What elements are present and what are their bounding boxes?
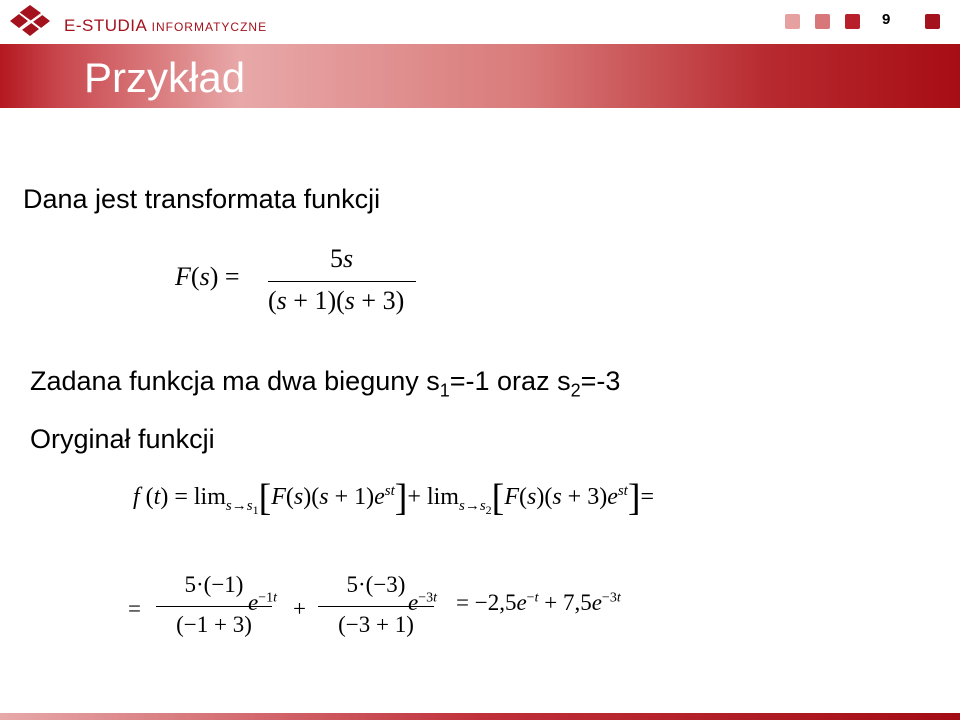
slide-title: Przykład [84, 54, 246, 101]
poles-text-b: =-1 oraz s [449, 366, 571, 396]
square-light-icon [785, 14, 800, 29]
square-dark-icon [845, 14, 860, 29]
square-mid-icon [815, 14, 830, 29]
transform-numerator: 5s [330, 244, 354, 273]
original-line: Oryginał funkcji [30, 424, 215, 454]
brand-main: E-STUDIA [64, 16, 147, 35]
intro-line: Dana jest transformata funkcji [23, 184, 381, 214]
poles-sub-2: 2 [570, 380, 581, 401]
page-number: 9 [882, 11, 891, 28]
brand-sub: INFORMATYCZNE [151, 20, 268, 34]
poles-text-c: =-3 [580, 366, 621, 396]
transform-denominator: (s + 1)(s + 3) [268, 286, 405, 315]
original-formula-line2: = 5·(−1) (−1 + 3) $e^{-1t}$ + 5·(−3) (−3 + 1) $e^{-3t}$ = $-2,5e^{-t} + 7,5e^{-3t}$ [128, 572, 621, 637]
original-formula-line1: f $(t) = \lim_{s\to s_1}[F(s)(s + 1)e^{st}]+ \lim_{s\to s_2}[F(s)(s + 3)e^{st}]=$ [133, 477, 655, 519]
transform-formula [175, 244, 425, 324]
square-darkest-icon [925, 14, 940, 29]
fraction-line [268, 281, 416, 282]
brand-name [64, 16, 267, 36]
e-studia-logo [10, 4, 270, 40]
transform-lhs: F(s) = [175, 262, 240, 291]
footer-bar [0, 713, 960, 720]
poles-sub-1: 1 [439, 380, 450, 401]
poles-line [30, 366, 620, 401]
logo-diamond-icon [10, 4, 54, 38]
poles-text-a: Zadana funkcja ma dwa bieguny s [30, 366, 440, 396]
